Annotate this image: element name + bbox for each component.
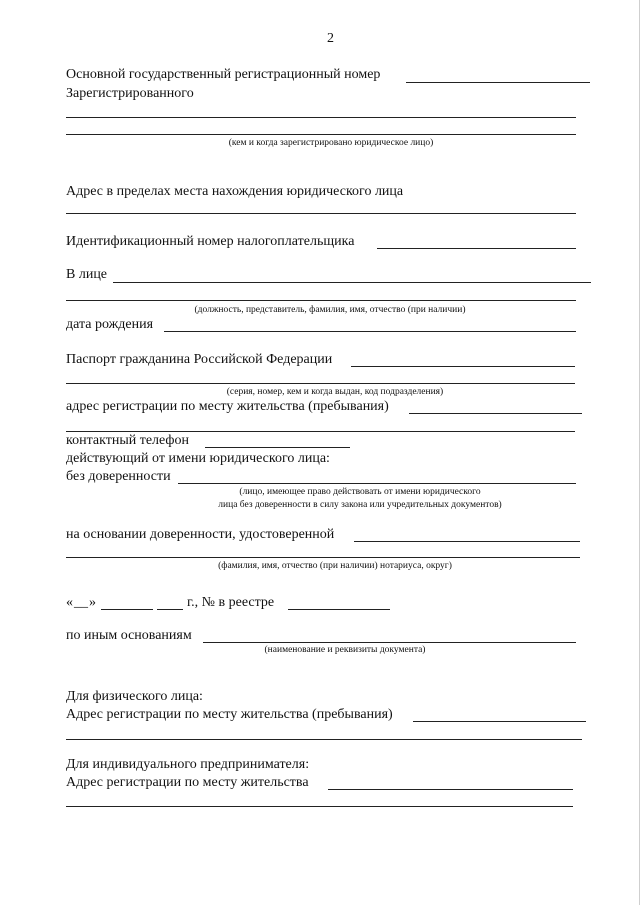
poa-field[interactable] bbox=[354, 541, 580, 542]
date-close-quote: » bbox=[89, 595, 96, 610]
poa-field-line-2[interactable] bbox=[66, 557, 580, 558]
date-open-quote: « bbox=[66, 595, 73, 610]
no-poa-caption-1: (лицо, имеющее право действовать от имени юридического bbox=[239, 487, 481, 497]
month-field[interactable] bbox=[101, 609, 153, 610]
individual-address-label: Адрес регистрации по месту жительства (пребывания) bbox=[66, 707, 393, 722]
in-person-label: В лице bbox=[66, 267, 108, 282]
individual-address-field[interactable] bbox=[413, 721, 586, 722]
person-caption: (должность, представитель, фамилия, имя, отчество (при наличии) bbox=[194, 305, 466, 315]
entrepreneur-heading: Для индивидуального предпринимателя: bbox=[66, 757, 310, 772]
page-number: 2 bbox=[327, 31, 334, 46]
in-person-field-line-2[interactable] bbox=[66, 300, 576, 301]
document-caption: (наименование и реквизиты документа) bbox=[264, 645, 426, 655]
acting-label: действующий от имени юридического лица: bbox=[66, 451, 330, 466]
in-person-field[interactable] bbox=[113, 282, 591, 283]
entrepreneur-address-field-line-2[interactable] bbox=[66, 806, 573, 807]
passport-field-line-2[interactable] bbox=[66, 383, 575, 384]
year-registry-label: г., № в реестре bbox=[187, 595, 275, 610]
address-field[interactable] bbox=[66, 213, 576, 214]
year-field[interactable] bbox=[157, 609, 183, 610]
passport-field[interactable] bbox=[351, 366, 575, 367]
phone-field[interactable] bbox=[205, 447, 350, 448]
reg-address-field[interactable] bbox=[409, 413, 582, 414]
poa-label: на основании доверенности, удостоверенной bbox=[66, 527, 335, 542]
individual-address-field-line-2[interactable] bbox=[66, 739, 582, 740]
phone-label: контактный телефон bbox=[66, 433, 189, 448]
registered-label: Зарегистрированного bbox=[66, 86, 194, 101]
registered-caption: (кем и когда зарегистрировано юридическое лицо) bbox=[228, 138, 434, 148]
passport-caption: (серия, номер, кем и когда выдан, код подразделения) bbox=[226, 387, 444, 397]
address-label: Адрес в пределах места нахождения юридического лица bbox=[66, 184, 404, 199]
birth-date-label: дата рождения bbox=[66, 317, 154, 332]
no-poa-label: без доверенности bbox=[66, 469, 171, 484]
registered-field-line-2[interactable] bbox=[66, 134, 576, 135]
registry-number-field[interactable] bbox=[288, 609, 390, 610]
other-grounds-field[interactable] bbox=[203, 642, 576, 643]
ogrn-field[interactable] bbox=[406, 82, 590, 83]
registered-field-line-1[interactable] bbox=[66, 117, 576, 118]
entrepreneur-address-field[interactable] bbox=[328, 789, 573, 790]
entrepreneur-address-label: Адрес регистрации по месту жительства bbox=[66, 775, 309, 790]
notary-caption: (фамилия, имя, отчество (при наличии) нотариуса, округ) bbox=[218, 561, 452, 571]
reg-address-field-line-2[interactable] bbox=[66, 431, 575, 432]
inn-field[interactable] bbox=[377, 248, 576, 249]
individual-heading: Для физического лица: bbox=[66, 689, 203, 704]
other-grounds-label: по иным основаниям bbox=[66, 628, 192, 643]
no-poa-caption-2: лица без доверенности в силу закона или учредительных документов) bbox=[218, 500, 502, 510]
inn-label: Идентификационный номер налогоплательщика bbox=[66, 234, 355, 249]
birth-date-field[interactable] bbox=[164, 331, 576, 332]
day-field[interactable]: __ bbox=[74, 595, 88, 610]
ogrn-label: Основной государственный регистрационный номер bbox=[66, 67, 381, 82]
passport-label: Паспорт гражданина Российской Федерации bbox=[66, 352, 333, 367]
no-poa-field[interactable] bbox=[178, 483, 576, 484]
reg-address-label: адрес регистрации по месту жительства (пребывания) bbox=[66, 399, 389, 414]
